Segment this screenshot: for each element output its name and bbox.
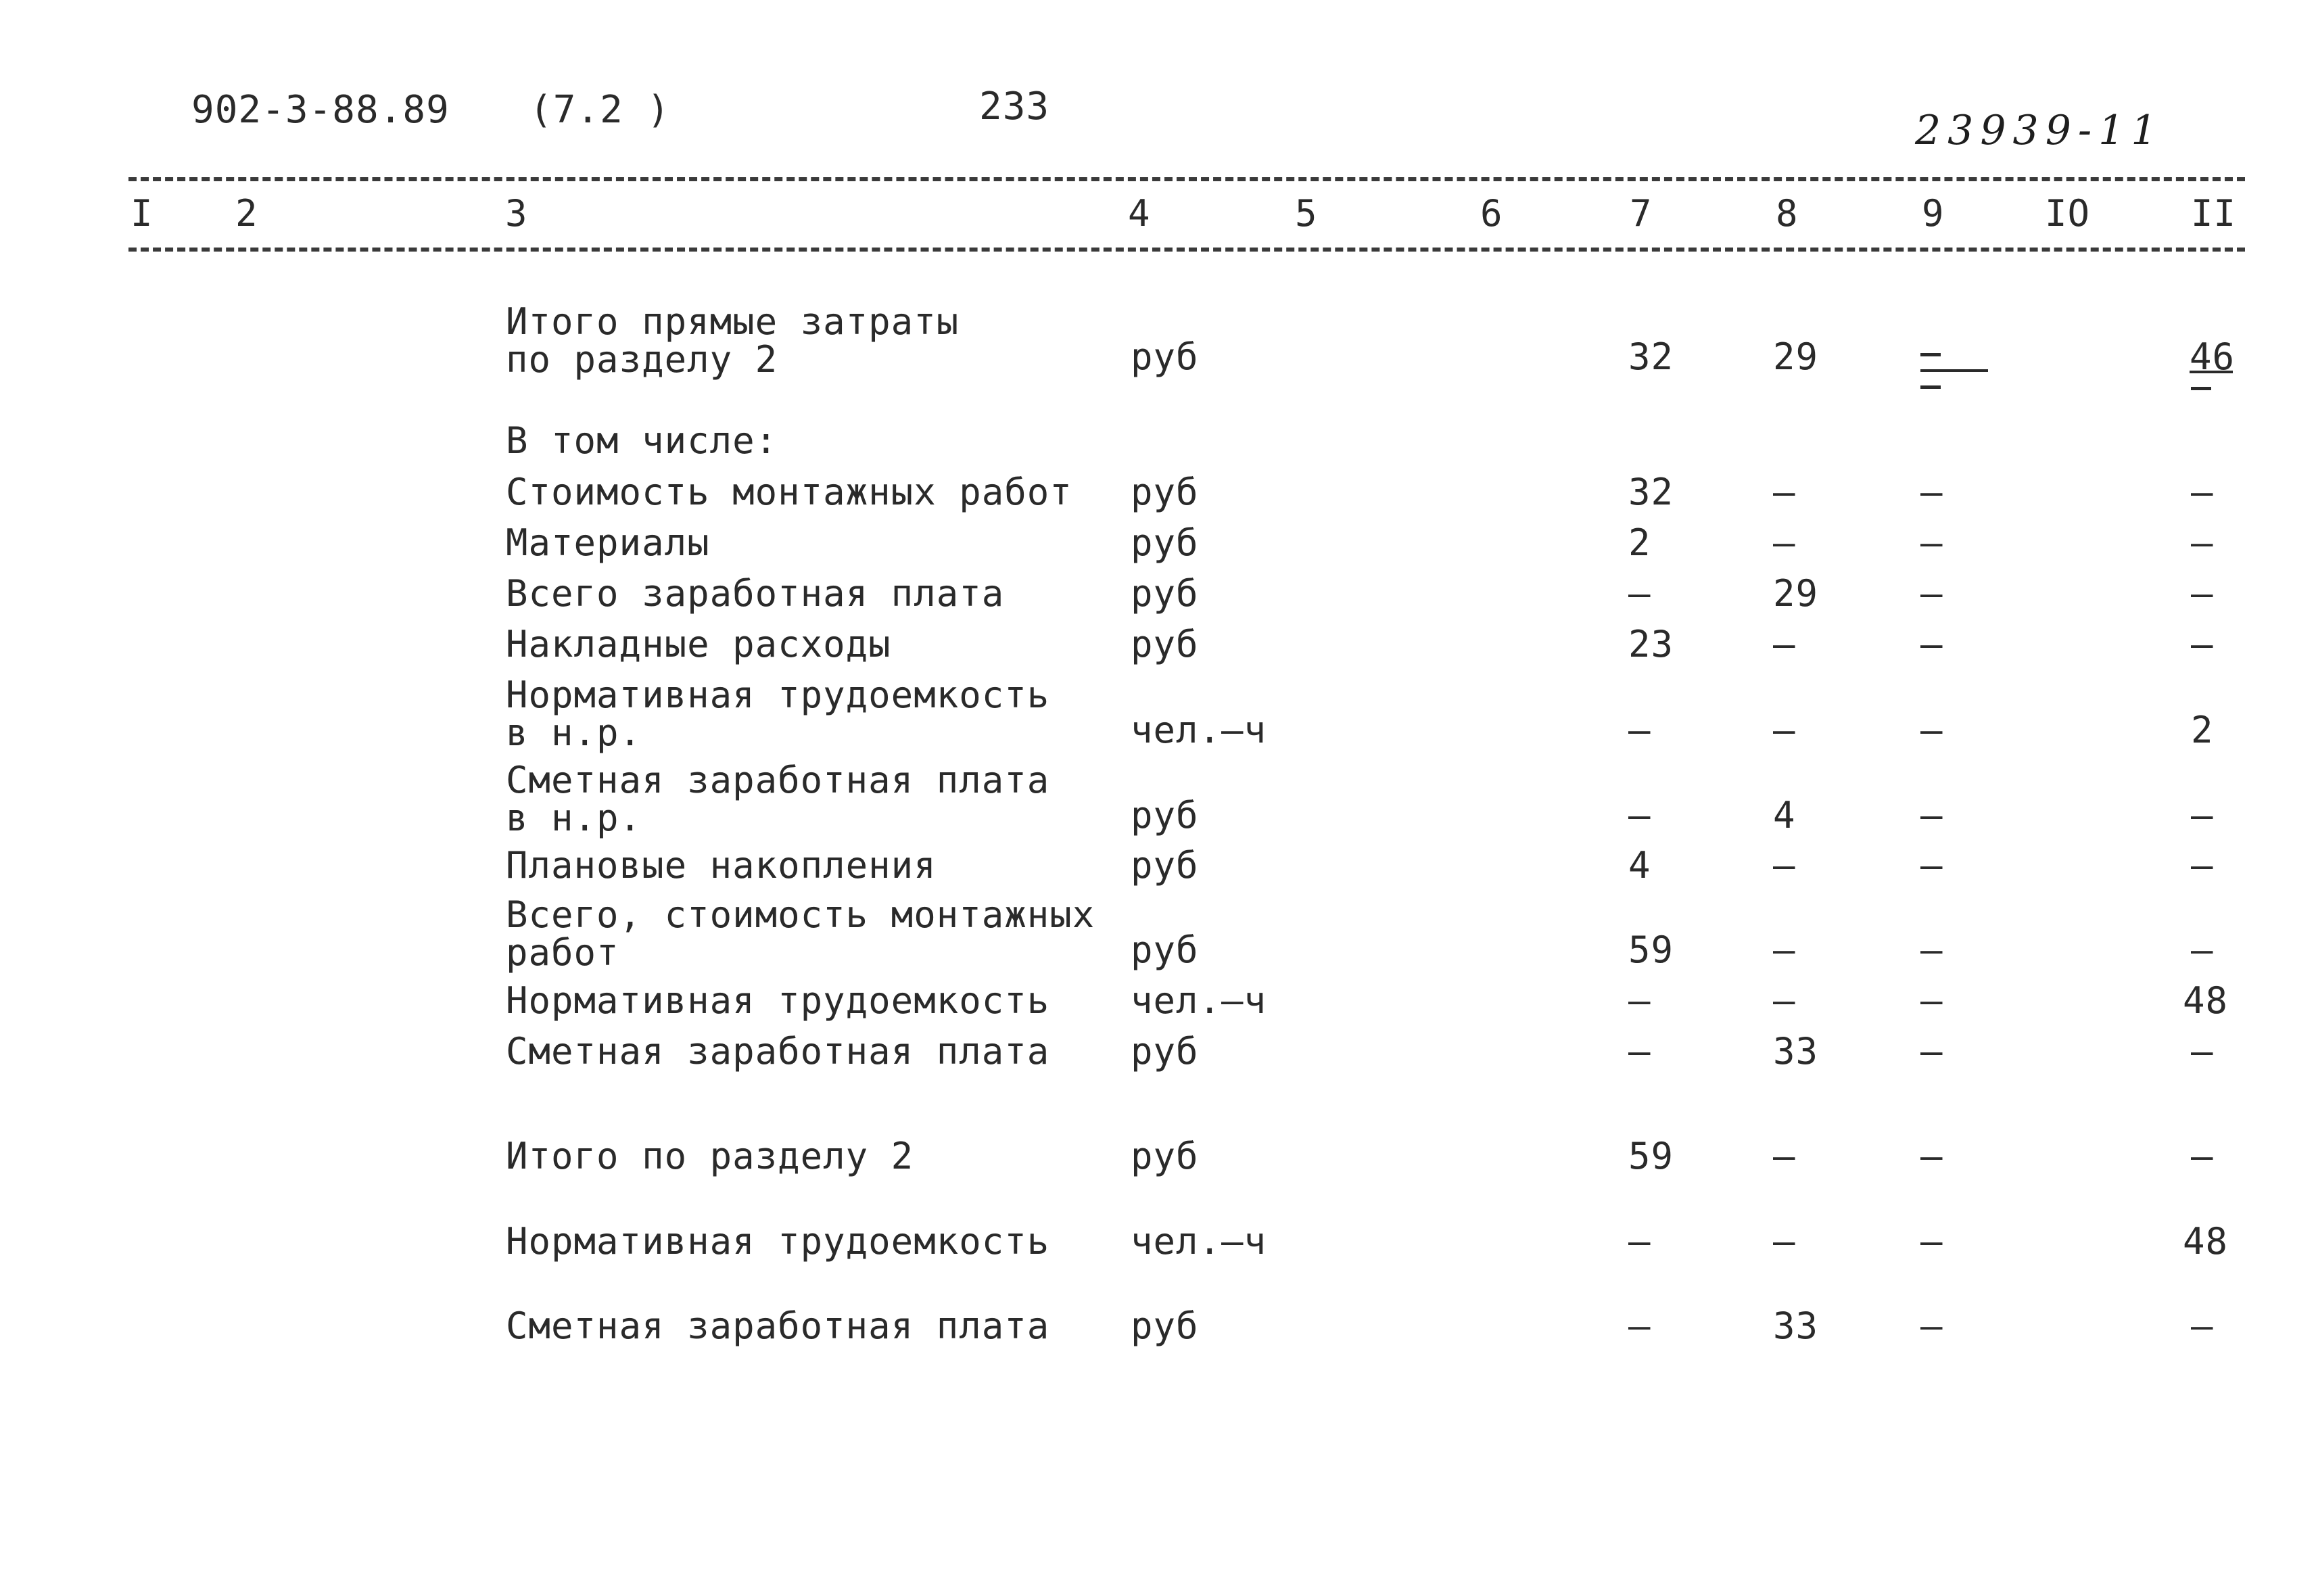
- cell-col8: 33: [1773, 1305, 1819, 1347]
- cell-col9: –: [1920, 929, 1943, 971]
- cell-col11: –: [2191, 521, 2214, 564]
- cell-col9: –: [1920, 979, 1943, 1022]
- row-unit: чел.–ч: [1131, 979, 1267, 1022]
- cell-col7: –: [1628, 1220, 1651, 1263]
- cell-col7: –: [1628, 979, 1651, 1022]
- row-unit: руб: [1131, 471, 1199, 513]
- row-label: Сметная заработная плата: [506, 1305, 1050, 1347]
- cell-col7: –: [1628, 572, 1651, 615]
- cell-col9: –: [1920, 623, 1943, 665]
- cell-col9: –: [1920, 572, 1943, 615]
- column-number-5: 5: [1295, 192, 1318, 235]
- cell-col7: 59: [1628, 929, 1674, 971]
- cell-col8: –: [1773, 979, 1796, 1022]
- row-label: Всего, стоимость монтажных работ: [506, 893, 1095, 974]
- cell-col11: –: [2191, 623, 2214, 665]
- row-unit: чел.–ч: [1131, 709, 1267, 751]
- cell-col8: –: [1773, 709, 1796, 751]
- handwritten-registration-number: 23939-11: [1915, 107, 2164, 154]
- cell-col8: –: [1773, 521, 1796, 564]
- cell-col11: –: [2191, 471, 2214, 513]
- cell-col11: –: [2191, 844, 2214, 887]
- cell-col8: –: [1773, 929, 1796, 971]
- row-label: Накладные расходы: [506, 623, 891, 665]
- cell-col11: –: [2191, 572, 2214, 615]
- cell-col9: –: [1920, 844, 1943, 887]
- cell-col9: –: [1920, 1135, 1943, 1177]
- row-unit: руб: [1131, 335, 1199, 378]
- cell-col7: –: [1628, 794, 1651, 837]
- row-unit: руб: [1131, 623, 1199, 665]
- row-unit: чел.–ч: [1131, 1220, 1267, 1263]
- cell-col8: –: [1773, 844, 1796, 887]
- row-label: В том числе:: [506, 419, 778, 462]
- cell-col11: 46: [2190, 335, 2236, 378]
- cell-col11: 48: [2183, 1220, 2229, 1263]
- column-number-6: 6: [1480, 192, 1503, 235]
- cell-col11: –: [2191, 794, 2214, 837]
- row-unit: руб: [1131, 572, 1199, 615]
- document-part: (7.2 ): [529, 88, 671, 132]
- row-label: Материалы: [506, 521, 710, 564]
- header-top-rule: [128, 177, 2245, 181]
- column-number-3: 3: [505, 192, 528, 235]
- cell-col8: –: [1773, 623, 1796, 665]
- cell-col9-dash: [1920, 353, 1941, 356]
- row-unit: руб: [1131, 844, 1199, 887]
- cell-col7: 2: [1628, 521, 1651, 564]
- column-number-9: 9: [1922, 192, 1945, 235]
- document-code: 902-3-88.89: [191, 88, 450, 132]
- cell-col8: 29: [1773, 335, 1819, 378]
- cell-col9: –: [1920, 1220, 1943, 1263]
- row-label: Нормативная трудоемкость в н.р.: [506, 674, 1050, 754]
- column-number-1: I: [131, 192, 153, 235]
- cell-col11: –: [2191, 1305, 2214, 1347]
- cell-col11-underline: [2190, 371, 2233, 373]
- cell-col11-dash-below: [2191, 387, 2211, 390]
- row-unit: руб: [1131, 794, 1199, 837]
- row-label: Плановые накопления: [506, 844, 937, 887]
- cell-col7: 23: [1628, 623, 1674, 665]
- column-number-4: 4: [1128, 192, 1151, 235]
- row-label: Нормативная трудоемкость: [506, 979, 1050, 1022]
- page-number: 233: [979, 85, 1050, 128]
- row-unit: руб: [1131, 929, 1199, 971]
- row-unit: руб: [1131, 521, 1199, 564]
- cell-col9-dash-below: [1920, 385, 1941, 389]
- row-label: Стоимость монтажных работ: [506, 471, 1072, 513]
- column-number-11: II: [2191, 192, 2237, 235]
- cell-col8: –: [1773, 1135, 1796, 1177]
- cell-col7: –: [1628, 1305, 1651, 1347]
- cell-col7: 32: [1628, 335, 1674, 378]
- cell-col9: –: [1920, 794, 1943, 837]
- row-label: Сметная заработная плата в н.р.: [506, 759, 1050, 839]
- cell-col9: –: [1920, 1305, 1943, 1347]
- cell-col8: –: [1773, 471, 1796, 513]
- column-number-8: 8: [1776, 192, 1799, 235]
- cell-col11: –: [2191, 929, 2214, 971]
- cell-col8: 33: [1773, 1030, 1819, 1073]
- cell-col11: –: [2191, 1030, 2214, 1073]
- header-bottom-rule: [128, 248, 2245, 252]
- cell-col11: 2: [2191, 709, 2214, 751]
- row-label: Всего заработная плата: [506, 572, 1005, 615]
- cell-col7: 59: [1628, 1135, 1674, 1177]
- column-number-7: 7: [1630, 192, 1653, 235]
- row-label: Итого прямые затраты по разделу 2: [506, 300, 960, 381]
- cell-col7: 4: [1628, 844, 1651, 887]
- row-label: Итого по разделу 2: [506, 1135, 914, 1177]
- cell-col11: –: [2191, 1135, 2214, 1177]
- cell-col9: –: [1920, 471, 1943, 513]
- cell-col9-underline: [1920, 369, 1988, 372]
- row-label: Сметная заработная плата: [506, 1030, 1050, 1073]
- cell-col7: –: [1628, 709, 1651, 751]
- cell-col7: 32: [1628, 471, 1674, 513]
- cell-col8: 29: [1773, 572, 1819, 615]
- cell-col8: –: [1773, 1220, 1796, 1263]
- cell-col7: –: [1628, 1030, 1651, 1073]
- cell-col9: –: [1920, 521, 1943, 564]
- cell-col8: 4: [1773, 794, 1796, 837]
- row-unit: руб: [1131, 1305, 1199, 1347]
- column-number-10: IO: [2045, 192, 2091, 235]
- row-unit: руб: [1131, 1135, 1199, 1177]
- cell-col9: –: [1920, 1030, 1943, 1073]
- cell-col11: 48: [2183, 979, 2229, 1022]
- row-label: Нормативная трудоемкость: [506, 1220, 1050, 1263]
- column-number-2: 2: [235, 192, 258, 235]
- cell-col9: –: [1920, 709, 1943, 751]
- row-unit: руб: [1131, 1030, 1199, 1073]
